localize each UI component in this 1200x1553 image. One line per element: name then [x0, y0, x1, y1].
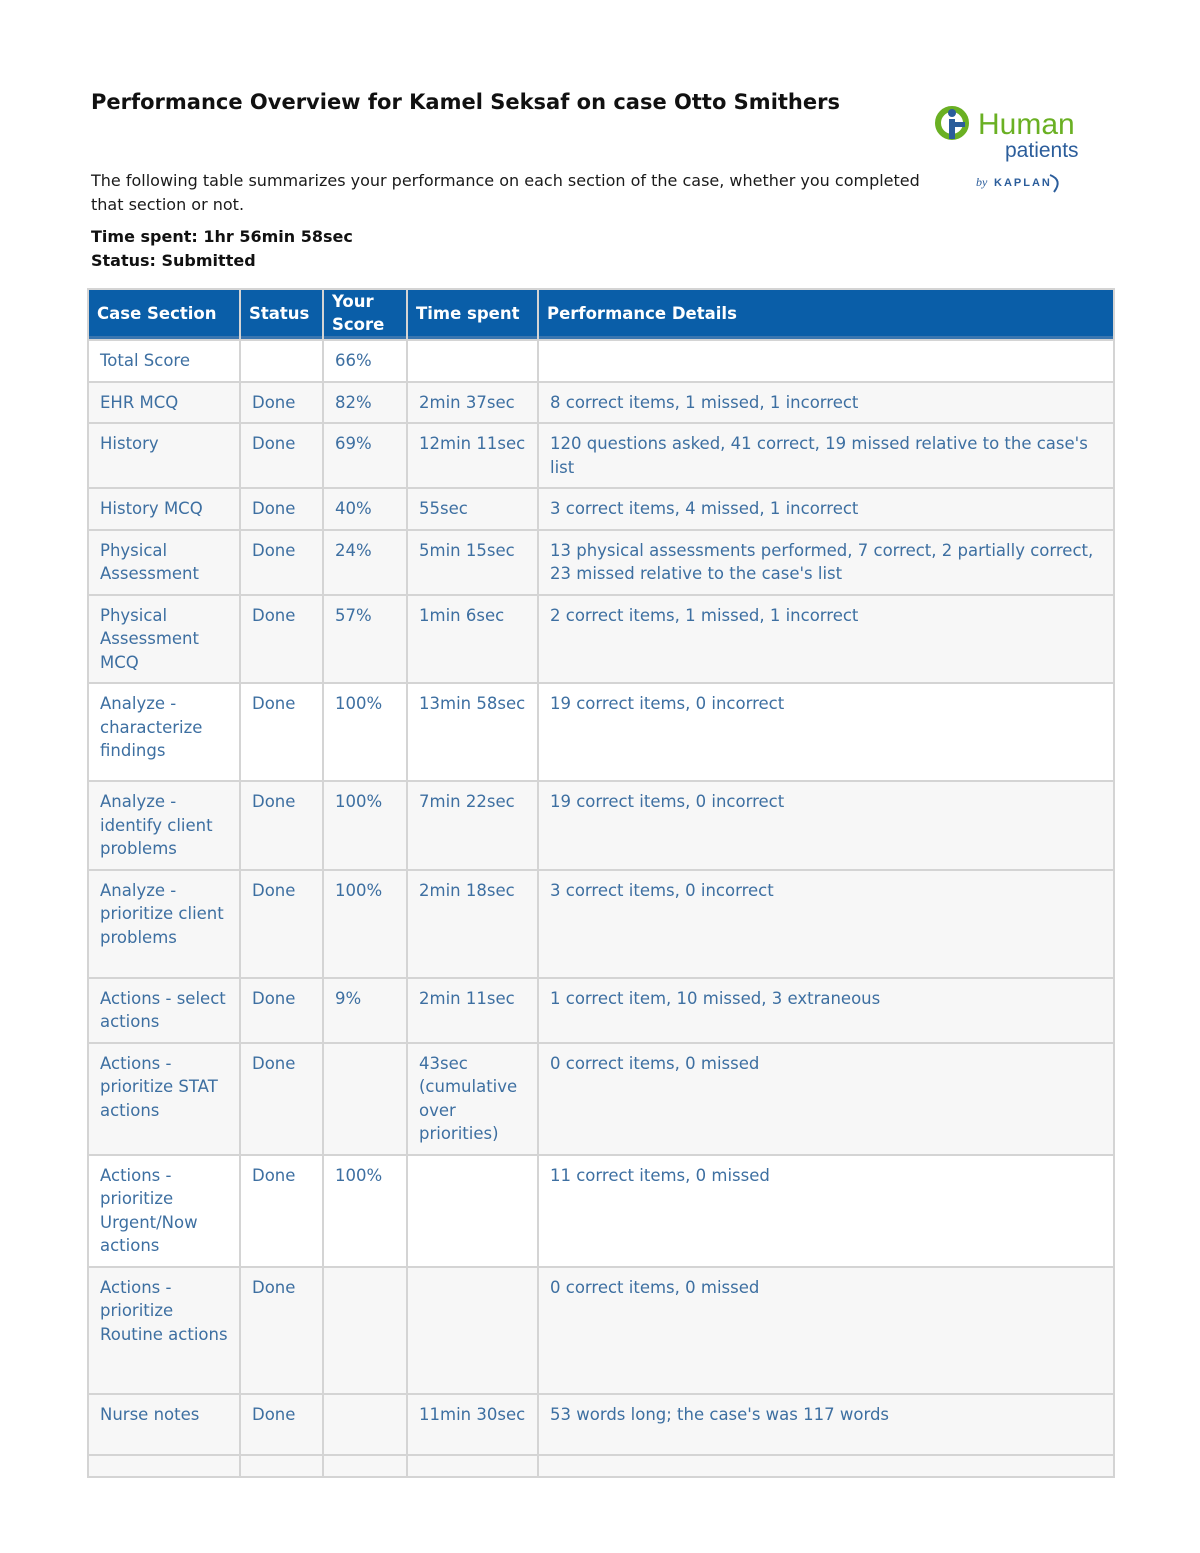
table-row: [89, 1044, 1113, 1154]
table-row: [89, 489, 1113, 529]
cell-details: 0 correct items, 0 missed: [539, 1044, 1113, 1154]
table-row: [89, 596, 1113, 683]
cell-case-section: Analyze - identify client problems: [89, 782, 239, 869]
table-row: [89, 1268, 1113, 1393]
i-human-logo-icon: [938, 109, 966, 139]
cell-details: 13 physical assessments performed, 7 correct, 2 partially correct, 23 missed relative to the case's list: [539, 531, 1113, 594]
time-spent-line: [91, 225, 353, 249]
cell-time-spent: [408, 1456, 537, 1476]
cell-time-spent: 5min 15sec: [408, 531, 537, 594]
cell-case-section: Nurse notes: [89, 1395, 239, 1454]
logo-word-patients: patients: [1005, 139, 1079, 162]
cell-score: 100%: [324, 684, 406, 780]
cell-details: 8 correct items, 1 missed, 1 incorrect: [539, 383, 1113, 423]
status-value: Submitted: [161, 251, 256, 270]
cell-details: 3 correct items, 0 incorrect: [539, 871, 1113, 977]
cell-score: 100%: [324, 871, 406, 977]
cell-time-spent: 2min 18sec: [408, 871, 537, 977]
cell-status: Done: [241, 531, 322, 594]
cell-case-section: Physical Assessment: [89, 531, 239, 594]
cell-case-section: Physical Assessment MCQ: [89, 596, 239, 683]
logo-word-human: Human: [978, 108, 1075, 141]
page-title: Performance Overview for Kamel Seksaf on case Otto Smithers: [91, 90, 840, 114]
performance-table: [87, 288, 1115, 1478]
cell-time-spent: 7min 22sec: [408, 782, 537, 869]
cell-case-section: Actions - prioritize Routine actions: [89, 1268, 239, 1393]
cell-case-section: Analyze - characterize findings: [89, 684, 239, 780]
logo-by: by: [976, 175, 988, 189]
cell-time-spent: [408, 1268, 537, 1393]
table-row: [89, 1456, 1113, 1476]
cell-status: Done: [241, 782, 322, 869]
cell-status: Done: [241, 1156, 322, 1266]
cell-score: [324, 1044, 406, 1154]
cell-case-section: Actions - prioritize Urgent/Now actions: [89, 1156, 239, 1266]
time-spent-value: 1hr 56min 58sec: [203, 227, 353, 246]
cell-details: 0 correct items, 0 missed: [539, 1268, 1113, 1393]
cell-details: [539, 1456, 1113, 1476]
cell-case-section: Actions - select actions: [89, 979, 239, 1042]
cell-score: 82%: [324, 383, 406, 423]
cell-score: 24%: [324, 531, 406, 594]
cell-time-spent: 1min 6sec: [408, 596, 537, 683]
cell-time-spent: [408, 1156, 537, 1266]
cell-status: Done: [241, 383, 322, 423]
cell-time-spent: 43sec (cumulative over priorities): [408, 1044, 537, 1154]
cell-case-section: Analyze - prioritize client problems: [89, 871, 239, 977]
header-time-spent: Time spent: [408, 290, 537, 339]
table-row: [89, 424, 1113, 487]
header-status: Status: [241, 290, 322, 339]
cell-status: Done: [241, 979, 322, 1042]
table-row: [89, 782, 1113, 869]
logo-kaplan: KAPLAN: [994, 177, 1052, 189]
cell-status: [241, 341, 322, 381]
cell-score: [324, 1395, 406, 1454]
status-line: [91, 249, 353, 273]
cell-time-spent: 11min 30sec: [408, 1395, 537, 1454]
table-row: [89, 341, 1113, 381]
cell-case-section: Total Score: [89, 341, 239, 381]
cell-details: 120 questions asked, 41 correct, 19 missed relative to the case's list: [539, 424, 1113, 487]
header-your-score: Your Score: [324, 290, 406, 339]
header-case-section: Case Section: [89, 290, 239, 339]
table-header-row: [89, 290, 1113, 339]
cell-status: Done: [241, 1268, 322, 1393]
cell-details: [539, 341, 1113, 381]
cell-details: 2 correct items, 1 missed, 1 incorrect: [539, 596, 1113, 683]
table-row: [89, 979, 1113, 1042]
cell-score: 9%: [324, 979, 406, 1042]
cell-score: 100%: [324, 782, 406, 869]
cell-time-spent: 13min 58sec: [408, 684, 537, 780]
table-row: [89, 1395, 1113, 1454]
table-body: [89, 341, 1113, 1476]
header-performance-details: Performance Details: [539, 290, 1113, 339]
cell-time-spent: [408, 341, 537, 381]
cell-case-section: EHR MCQ: [89, 383, 239, 423]
cell-case-section: History MCQ: [89, 489, 239, 529]
cell-time-spent: 12min 11sec: [408, 424, 537, 487]
cell-status: Done: [241, 1044, 322, 1154]
cell-details: 11 correct items, 0 missed: [539, 1156, 1113, 1266]
cell-details: 1 correct item, 10 missed, 3 extraneous: [539, 979, 1113, 1042]
cell-status: Done: [241, 489, 322, 529]
cell-details: 19 correct items, 0 incorrect: [539, 684, 1113, 780]
cell-score: 57%: [324, 596, 406, 683]
cell-time-spent: 2min 37sec: [408, 383, 537, 423]
cell-details: 3 correct items, 4 missed, 1 incorrect: [539, 489, 1113, 529]
cell-time-spent: 2min 11sec: [408, 979, 537, 1042]
cell-details: 53 words long; the case's was 117 words: [539, 1395, 1113, 1454]
cell-score: [324, 1268, 406, 1393]
cell-case-section: [89, 1456, 239, 1476]
table-row: [89, 684, 1113, 780]
cell-status: Done: [241, 1395, 322, 1454]
cell-status: Done: [241, 596, 322, 683]
cell-status: Done: [241, 871, 322, 977]
cell-case-section: History: [89, 424, 239, 487]
i-human-patients-logo: [930, 100, 1110, 195]
cell-time-spent: 55sec: [408, 489, 537, 529]
cell-case-section: Actions - prioritize STAT actions: [89, 1044, 239, 1154]
cell-score: 66%: [324, 341, 406, 381]
cell-status: Done: [241, 424, 322, 487]
table-row: [89, 383, 1113, 423]
cell-score: 40%: [324, 489, 406, 529]
status-label: Status:: [91, 251, 156, 270]
intro-text: The following table summarizes your performance on each section of the case, whether you completed that section or not.: [91, 171, 920, 214]
cell-score: 69%: [324, 424, 406, 487]
time-spent-label: Time spent:: [91, 227, 198, 246]
summary-meta: [91, 225, 353, 273]
cell-score: [324, 1456, 406, 1476]
table-row: [89, 871, 1113, 977]
table-row: [89, 1156, 1113, 1266]
cell-status: [241, 1456, 322, 1476]
table-row: [89, 531, 1113, 594]
cell-status: Done: [241, 684, 322, 780]
cell-details: 19 correct items, 0 incorrect: [539, 782, 1113, 869]
cell-score: 100%: [324, 1156, 406, 1266]
